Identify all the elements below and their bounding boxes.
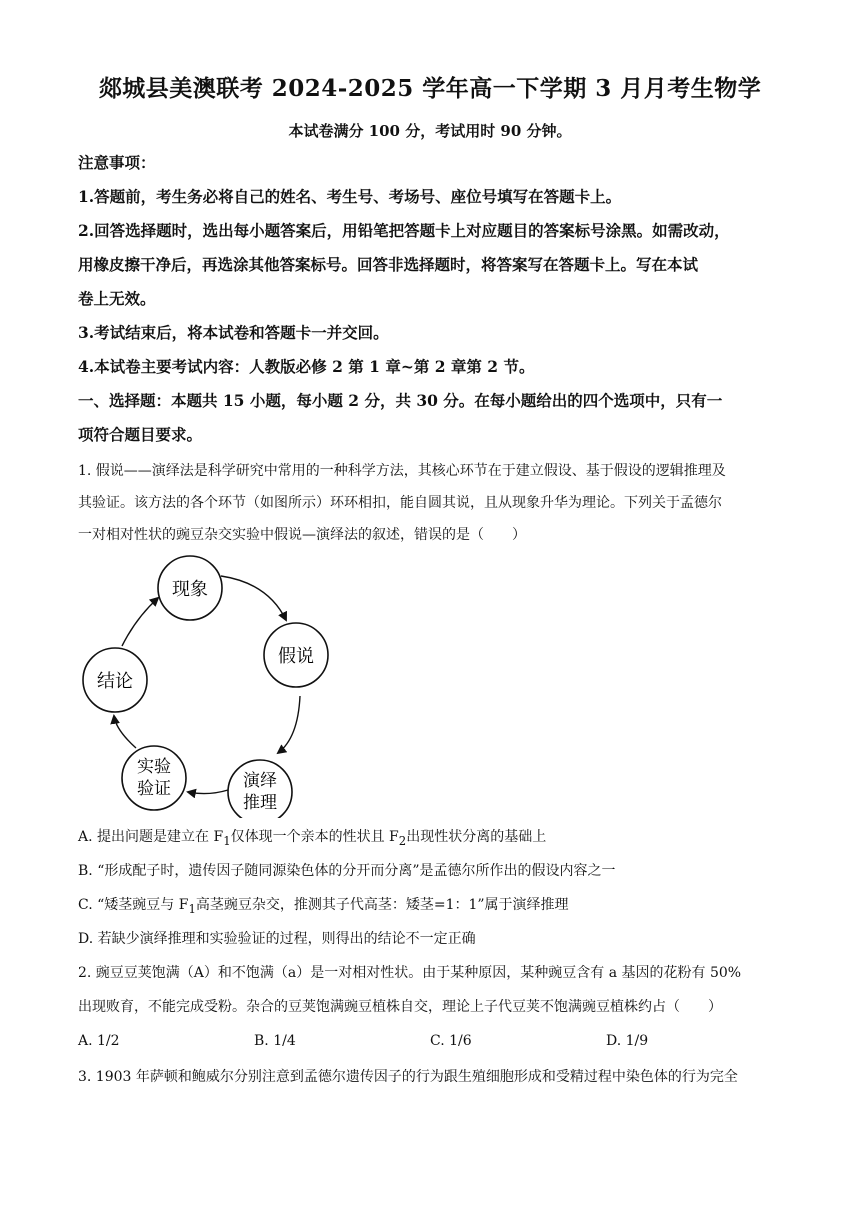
notice-item: 4.本试卷主要考试内容：人教版必修 2 第 1 章~第 2 章第 2 节。: [78, 357, 535, 376]
cycle-node-hypothesis: [264, 623, 328, 687]
option-a: A. 提出问题是建立在 $F_1$仅体现一个亲本的性状且 $F_2$出现性状分离的基础上: [78, 829, 547, 848]
option-d: D. 1/9: [606, 1033, 649, 1049]
node-label: 现象: [172, 579, 208, 600]
exam-title: 郯城县美澳联考 2024-2025 学年高一下学期 3 月月考生物学: [98, 75, 762, 102]
section-heading-line: 一、选择题：本题共 15 小题，每小题 2 分，共 30 分。在每小题给出的四个选项中，只有一: [78, 391, 723, 410]
hypothetico-deductive-cycle-diagram: [78, 548, 338, 818]
option-b: B. 1/4: [254, 1033, 296, 1049]
question-text: 一对相对性状的豌豆杂交实验中假说—演绎法的叙述，错误的是（ ）: [78, 527, 526, 543]
cycle-arrow: [221, 576, 286, 620]
cycle-arrow: [114, 716, 136, 748]
section-heading-line: 项符合题目要求。: [78, 425, 203, 444]
question-text: 其验证。该方法的各个环节（如图所示）环环相扣，能自圆其说，且从现象升华为理论。下列关于孟德尔: [78, 495, 722, 511]
notice-item: 卷上无效。: [78, 289, 156, 308]
cycle-node-phenomenon: [158, 556, 222, 620]
option-a: A. 1/2: [78, 1033, 120, 1049]
node-label: 结论: [97, 671, 133, 692]
option-d: D. 若缺少演绎推理和实验验证的过程，则得出的结论不一定正确: [78, 931, 476, 947]
option-c: C. “矮茎豌豆与 $F_1$高茎豌豆杂交，推测其子代高茎：矮茎=1：1”属于演绎推理: [78, 897, 569, 916]
question-text: 1. 假说——演绎法是科学研究中常用的一种科学方法，其核心环节在于建立假设、基于假设的逻辑推理及: [78, 463, 726, 479]
option-c: C. 1/6: [430, 1033, 472, 1049]
cycle-arrow: [122, 598, 158, 646]
node-label: 推理: [243, 793, 277, 813]
node-label: 实验: [137, 757, 171, 777]
option-b: B. “形成配子时，遗传因子随同源染色体的分开而分离”是孟德尔所作出的假设内容之一: [78, 863, 616, 879]
question-text: 2. 豌豆豆荚饱满（A）和不饱满（a）是一对相对性状。由于某种原因，某种豌豆含有 a 基因的花粉有 50%: [78, 965, 742, 981]
cycle-node-conclusion: [83, 648, 147, 712]
notice-item: 3.考试结束后，将本试卷和答题卡一并交回。: [78, 323, 389, 342]
notice-item: 2.回答选择题时，选出每小题答案后，用铅笔把答题卡上对应题目的答案标号涂黑。如需改动，: [78, 221, 730, 240]
cycle-arrow: [278, 696, 300, 753]
notice-item: 用橡皮擦干净后，再选涂其他答案标号。回答非选择题时，将答案写在答题卡上。写在本试: [78, 255, 699, 274]
node-label: 演绎: [243, 771, 277, 791]
question-text: 3. 1903 年萨顿和鲍威尔分别注意到孟德尔遗传因子的行为跟生殖细胞形成和受精过程中染色体的行为完全: [78, 1069, 738, 1085]
notice-item: 1.答题前，考生务必将自己的姓名、考生号、考场号、座位号填写在答题卡上。: [78, 187, 622, 206]
node-label: 验证: [137, 779, 171, 799]
question-text: 出现败育，不能完成受粉。杂合的豆荚饱满豌豆植株自交，理论上子代豆荚不饱满豌豆植株约占（ ）: [78, 999, 722, 1015]
exam-subtitle: 本试卷满分 100 分，考试用时 90 分钟。: [288, 122, 572, 140]
cycle-node-deduction: [228, 760, 292, 818]
cycle-node-experiment: [122, 746, 186, 810]
cycle-arrow: [188, 790, 228, 794]
notice-heading: 注意事项：: [78, 153, 156, 172]
node-label: 假说: [278, 646, 314, 667]
